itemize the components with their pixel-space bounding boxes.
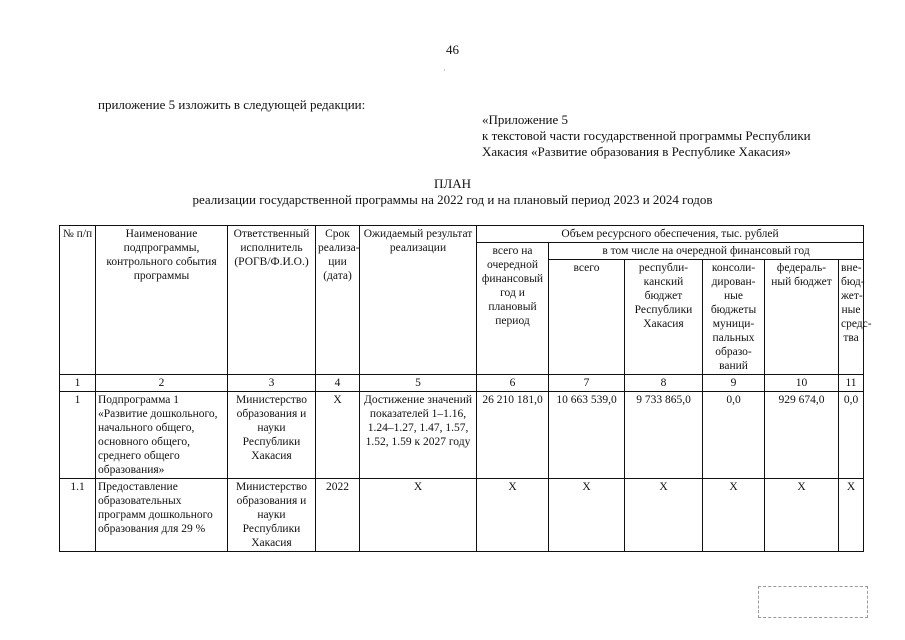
row-executor: Министерство образования и науки Республики Хакасия — [228, 479, 316, 552]
table-row — [60, 479, 864, 552]
header-term: Срок реализа-ции (дата) — [316, 226, 360, 375]
row-federal: Х — [765, 479, 839, 552]
header-num: № п/п — [60, 226, 96, 375]
row-extra: Х — [839, 479, 864, 552]
row-republic: 9 733 865,0 — [625, 392, 703, 479]
row-total-period: 26 210 181,0 — [477, 392, 549, 479]
appendix-header — [482, 112, 811, 160]
col-number: 1 — [60, 375, 96, 392]
column-number-row — [60, 375, 864, 392]
row-term: Х — [316, 392, 360, 479]
header-republic: республи-канский бюджет Республики Хакасия — [625, 260, 703, 375]
header-total-period: всего на очередной финансовый год и плановый период — [477, 243, 549, 375]
row-result: Х — [360, 479, 477, 552]
plan-title: ПЛАН — [434, 176, 471, 191]
appendix-line-1: «Приложение 5 — [482, 112, 569, 127]
header-volume: Объем ресурсного обеспечения, тыс. рублей — [477, 226, 864, 243]
col-number: 7 — [549, 375, 625, 392]
header-federal: федераль-ный бюджет — [765, 260, 839, 375]
page-mark: · — [443, 66, 446, 75]
appendix-line-3: Хакасия «Развитие образования в Республике Хакасия» — [482, 144, 791, 159]
row-extra: 0,0 — [839, 392, 864, 479]
plan-table — [59, 225, 872, 552]
header-sub-total: всего — [549, 260, 625, 375]
row-consolidated: 0,0 — [703, 392, 765, 479]
col-number: 2 — [96, 375, 228, 392]
row-term: 2022 — [316, 479, 360, 552]
row-sub-total: 10 663 539,0 — [549, 392, 625, 479]
row-consolidated: Х — [703, 479, 765, 552]
col-number: 9 — [703, 375, 765, 392]
row-republic: Х — [625, 479, 703, 552]
col-number: 5 — [360, 375, 477, 392]
plan-heading — [0, 176, 905, 208]
row-total-period: Х — [477, 479, 549, 552]
row-num: 1.1 — [60, 479, 96, 552]
header-consolidated: консоли-дирован-ные бюджеты муници-пальных образо-ваний — [703, 260, 765, 375]
header-row-1 — [60, 226, 864, 243]
col-number: 10 — [765, 375, 839, 392]
col-number: 8 — [625, 375, 703, 392]
col-number: 3 — [228, 375, 316, 392]
col-number: 4 — [316, 375, 360, 392]
registration-stamp — [758, 586, 868, 618]
row-federal: 929 674,0 — [765, 392, 839, 479]
row-result: Достижение значений показателей 1–1.16, 1.24–1.27, 1.47, 1.57, 1.52, 1.59 к 2027 году — [360, 392, 477, 479]
row-name: Предоставление образовательных программ дошкольного образования для 29 % — [96, 479, 228, 552]
intro-text: приложение 5 изложить в следующей редакции: — [98, 97, 366, 112]
header-name: Наименование подпрограммы, контрольного события программы — [96, 226, 228, 375]
col-number: 6 — [477, 375, 549, 392]
header-including: в том числе на очередной финансовый год — [549, 243, 864, 260]
header-extra: вне-бюд-жет-ные средс-тва — [839, 260, 864, 375]
row-num: 1 — [60, 392, 96, 479]
appendix-line-2: к текстовой части государственной программы Республики — [482, 128, 811, 143]
header-result: Ожидаемый результат реализации — [360, 226, 477, 375]
row-name: Подпрограмма 1 «Развитие дошкольного, начального общего, основного общего, среднего общего образования» — [96, 392, 228, 479]
table-row — [60, 392, 864, 479]
row-sub-total: Х — [549, 479, 625, 552]
header-executor: Ответственный исполнитель (РОГВ/Ф.И.О.) — [228, 226, 316, 375]
plan-subtitle: реализации государственной программы на 2022 год и на плановый период 2023 и 2024 годов — [192, 192, 713, 207]
page-number: 46 — [446, 42, 459, 57]
col-number: 11 — [839, 375, 864, 392]
row-executor: Министерство образования и науки Республики Хакасия — [228, 392, 316, 479]
